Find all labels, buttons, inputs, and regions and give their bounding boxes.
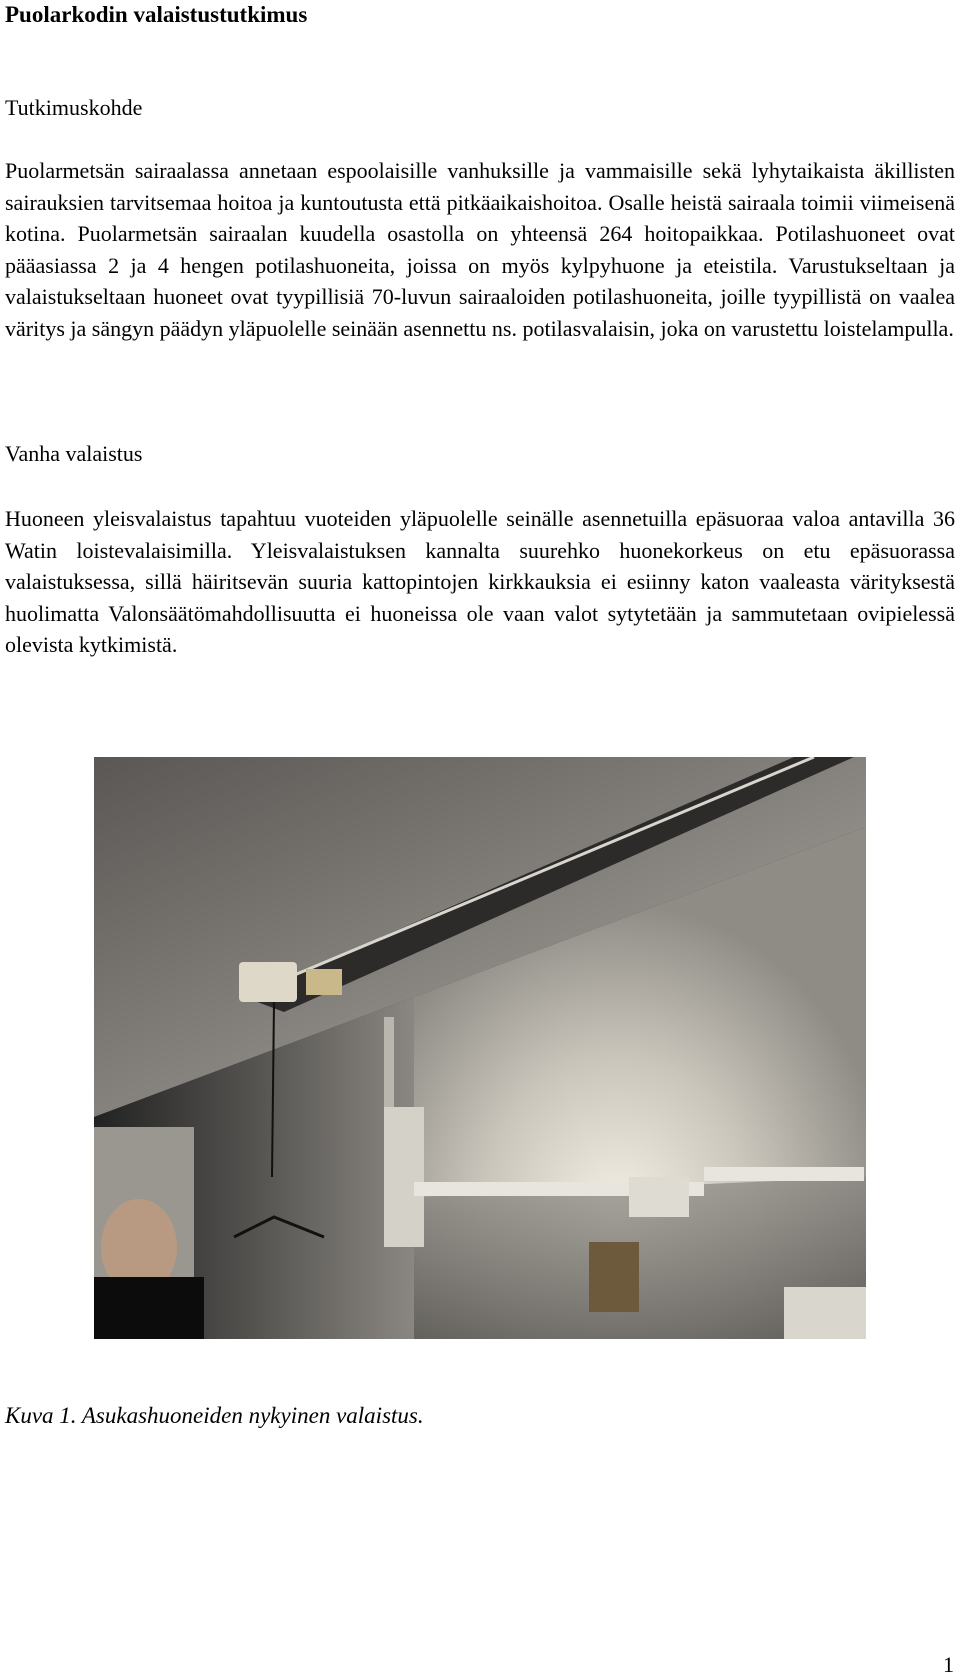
figure-caption: Kuva 1. Asukashuoneiden nykyinen valaistus. — [5, 1403, 424, 1428]
section-paragraph-vanha-valaistus: Huoneen yleisvalaistus tapahtuu vuoteiden yläpuolelle seinälle asennetuilla epäsuoraa valoa antavilla 36 Watin loistevalaisimilla. Yleisvalaistuksen kannalta suurehko huonekorkeus on etu epäsuorassa valaistuksessa, sillä häiritsevän suuria kattopintojen kirkkauksia ei esiinny katon vaaleasta värityksestä huolimatta Valonsäätömahdollisuutta ei huoneissa ole vaan valot sytytetään ja sammutetaan ovipielessä olevista kytkimistä. — [5, 506, 955, 657]
room-lighting-photo — [94, 757, 866, 1339]
section-heading-vanha-valaistus: Vanha valaistus — [5, 441, 143, 466]
document-title: Puolarkodin valaistustutkimus — [5, 2, 308, 27]
section-paragraph-tutkimuskohde: Puolarmetsän sairaalassa annetaan espoolaisille vanhuksille ja vammaisille sekä lyhytaikaista äkillisten sairauksien tarvitsemaa hoitoa ja kuntoutusta että pitkäaikaishoitoa. Osalle heistä sairaala toimii viimeisenä kotina. Puolarmetsän sairaalan kuudella osastolla on yhteensä 264 hoitopaikkaa. Potilashuoneet ovat pääasiassa 2 ja 4 hengen potilashuoneita, joissa on myös kylpyhuone ja eteistila. Varustukseltaan ja valaistukseltaan huoneet ovat tyypillisiä 70-luvun sairaaloiden potilashuoneita, joille tyypillistä on vaalea väritys ja sängyn päädyn yläpuolelle seinään asennettu ns. potilasvalaisin, joka on varustettu loistelampulla. — [5, 158, 955, 341]
page-number: 1 — [943, 1652, 954, 1677]
section-heading-tutkimuskohde: Tutkimuskohde — [5, 95, 143, 120]
